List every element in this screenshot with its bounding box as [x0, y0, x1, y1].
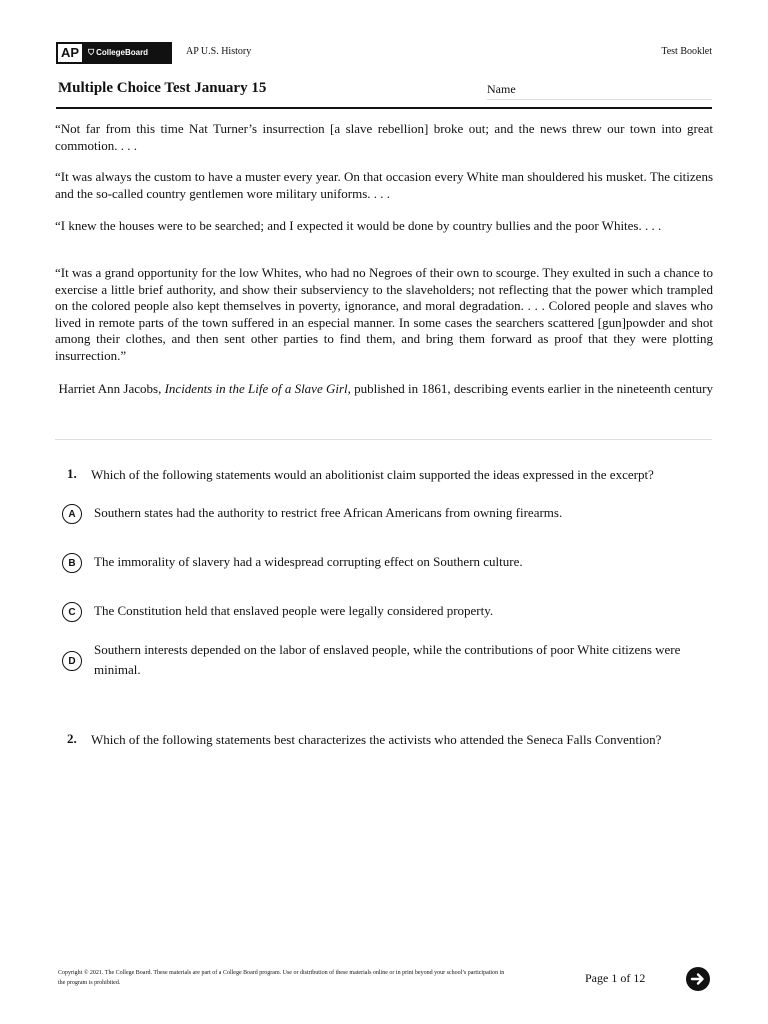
option-c-bubble[interactable]: C [62, 602, 82, 622]
question-1-text: Which of the following statements would an abolitionist claim supported the ideas expressed in the excerpt? [91, 467, 654, 482]
section-divider [55, 439, 712, 440]
page-number: Page 1 of 12 [585, 971, 646, 985]
name-label: Name [487, 82, 516, 96]
question-2-text: Which of the following statements best characterizes the activists who attended the Seneca Falls Convention? [91, 732, 662, 747]
option-b-bubble[interactable]: B [62, 553, 82, 573]
next-page-button[interactable] [686, 967, 710, 991]
arrow-right-circle-icon [690, 971, 706, 987]
option-c-text[interactable]: The Constitution held that enslaved people were legally considered property. [94, 603, 494, 618]
option-d-text[interactable]: Southern interests depended on the labor of enslaved people, while the contributions of poor White citizens were minimal. [94, 642, 681, 677]
booklet-label: Test Booklet [661, 46, 712, 57]
course-name: AP U.S. History [186, 46, 252, 57]
page-title: Multiple Choice Test January 15 [58, 80, 267, 96]
passage-paragraph-4: “It was a grand opportunity for the low Whites, who had no Negroes of their own to scourge. They exulted in such a chance to exercise a little brief authority, and show their subserviency to the slaveholders; not reflecting that the power which trampled on the colored people also kept themselves in poverty, ignorance, and moral degradation. . . . Colored people and slaves who lived in remote parts of the town suffered in an especial manner. In some cases the searchers scattered [gun]powder and shot among their clothes, and then sent other parties to find them, and bring them forward as proof that they were plotting insurrection.” [55, 265, 713, 363]
question-1-number: 1. [67, 466, 77, 481]
question-2-number: 2. [67, 731, 77, 746]
option-d-bubble[interactable]: D [62, 651, 82, 671]
ap-collegeboard-logo [56, 42, 172, 64]
collegeboard-wordmark: CollegeBoard [96, 48, 149, 57]
passage-attribution: Harriet Ann Jacobs, Incidents in the Life of a Slave Girl, published in 1861, describing events earlier in the nineteenth century [58, 381, 713, 396]
shield-icon: ⛉ [88, 48, 95, 57]
option-a-bubble[interactable]: A [62, 504, 82, 524]
passage-paragraph-2: “It was always the custom to have a muster every year. On that occasion every White man shouldered his musket. The citizens and the so-called country gentlemen wore military uniforms. . . . [55, 169, 713, 201]
option-a-text[interactable]: Southern states had the authority to restrict free African Americans from owning firearms. [94, 505, 563, 520]
name-field[interactable] [487, 99, 712, 100]
option-b-text[interactable]: The immorality of slavery had a widespread corrupting effect on Southern culture. [94, 554, 523, 569]
ap-logo-mark: AP [58, 44, 82, 62]
passage-paragraph-3: “I knew the houses were to be searched; and I expected it would be done by country bullies and the poor Whites. . . . [55, 218, 662, 233]
copyright-notice: Copyright © 2021. The College Board. These materials are part of a College Board program. Use or distribution of these materials online or in print beyond your school’s participation in the program is prohibited. [58, 970, 505, 986]
header-divider [56, 107, 712, 109]
source-title: Incidents in the Life of a Slave Girl [164, 381, 348, 396]
passage-paragraph-1: “Not far from this time Nat Turner’s insurrection [a slave rebellion] broke out; and the news threw our town into great commotion. . . . [55, 121, 713, 153]
